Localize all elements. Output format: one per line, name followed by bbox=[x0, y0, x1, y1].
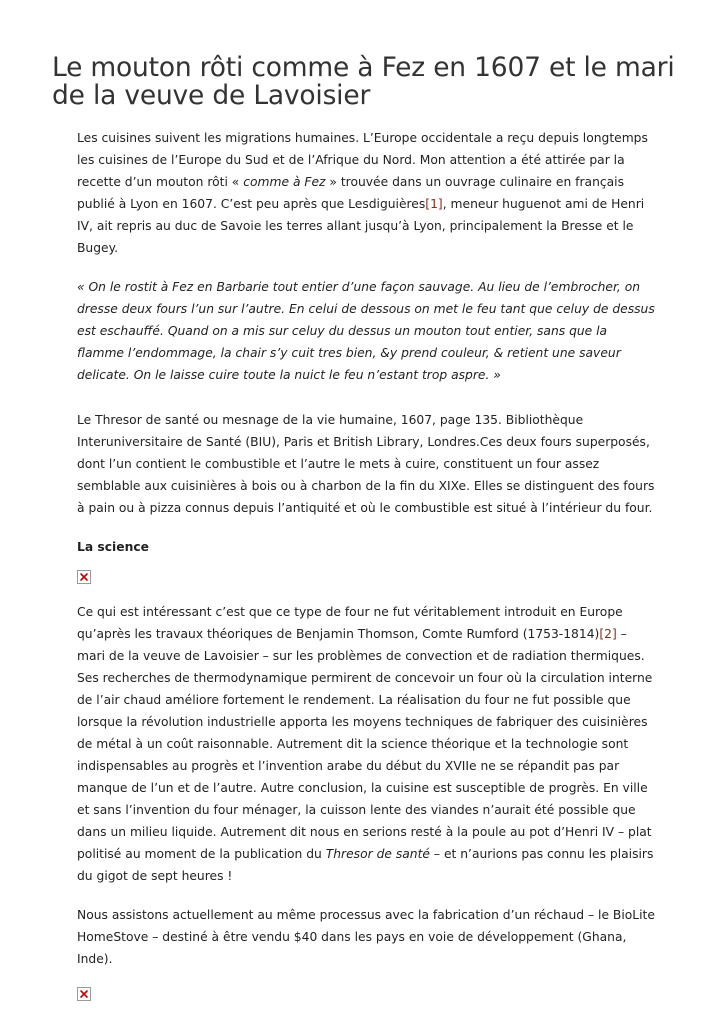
footnote-link-1[interactable]: [1] bbox=[425, 197, 443, 211]
intro-text-3: , meneur huguenot ami de Henri IV, ait repris au duc de Savoie les terres allant jusqu’à Lyon, principalement la Bresse et le Bugey. bbox=[77, 197, 645, 255]
article-body bbox=[77, 127, 657, 1018]
quote-text: « On le rostit à Fez en Barbarie tout entier d’une façon sauvage. Au lieu de l’embrocher, on dresse deux fours l’un sur l’autre. En celui de dessous on met le feu tant que celuy de dessus est eschauffé. Quand on a mis sur celuy du dessus un mouton tout entier, sans que la flamme l’endommage, la chair s’y cuit tres bien, &y prend couleur, & retient une saveur delicate. On le laisse cuire toute la nuict le feu n’estant trop aspre. » bbox=[77, 280, 655, 382]
footnote-link-2[interactable]: [2] bbox=[599, 627, 617, 641]
science-italic-text: Thresor de santé bbox=[325, 847, 430, 861]
quote-paragraph bbox=[77, 276, 657, 386]
biolite-paragraph: Nous assistons actuellement au même processus avec la fabrication d’un réchaud – le BioLite HomeStove – destiné à être vendu $40 dans les pays en voie de développement (Ghana, Inde). bbox=[77, 908, 655, 966]
broken-image-icon bbox=[77, 570, 91, 584]
science-text-3: – et n’aurions pas connu les plaisirs du gigot de sept heures ! bbox=[77, 847, 654, 883]
intro-text-2: » trouvée dans un ouvrage culinaire en français publié à Lyon en 1607. C’est peu après que Lesdiguières bbox=[77, 175, 625, 211]
science-text-2: – mari de la veuve de Lavoisier – sur les problèmes de convection et de radiation thermiques. Ses recherches de thermodynamique permirent de concevoir un four où la circulation interne de l’air chaud améliore fortement le rendement. La réalisation du four ne fut possible que lorsque la révolution industrielle apporta les moyens techniques de fabriquer des cuisinières de métal à un coût raisonnable. Autrement dit la science théorique et la technologie sont indispensables au progrès et l’invention arabe du début du XVIIe ne se répandit pas par manque de l’un et de l’autre. Autre conclusion, la cuisine est susceptible de progrès. En ville et sans l’invention du four ménager, la cuisson lente des viandes n’aurait été possible que dans un milieu liquide. Autrement dit nous en serions resté à la poule au pot d’Henri IV – plat politisé au moment de la publication du bbox=[77, 627, 653, 861]
broken-image-icon bbox=[77, 987, 91, 1001]
page-title: Le mouton rôti comme à Fez en 1607 et le mari de la veuve de Lavoisier bbox=[52, 52, 675, 111]
intro-text-1: Les cuisines suivent les migrations humaines. L’Europe occidentale a reçu depuis longtemps les cuisines de l’Europe du Sud et de l’Afrique du Nord. Mon attention a été attirée par la recette d’un mouton rôti « bbox=[77, 131, 648, 189]
section-heading: La science bbox=[77, 540, 149, 554]
intro-italic-text: comme à Fez bbox=[243, 175, 326, 189]
intro-paragraph bbox=[77, 127, 657, 259]
science-text-1: Ce qui est intéressant c’est que ce type de four ne fut véritablement introduit en Europe qu’après les travaux théoriques de Benjamin Thomson, Comte Rumford (1753-1814) bbox=[77, 605, 623, 641]
source-paragraph: Le Thresor de santé ou mesnage de la vie humaine, 1607, page 135. Bibliothèque Interuniversitaire de Santé (BIU), Paris et British Library, Londres.Ces deux fours superposés, dont l’un contient le combustible et l’autre le mets à cuire, constituent un four assez semblable aux cuisinières à bois ou à charbon de la fin du XIXe. Elles se distinguent des fours à pain ou à pizza connus depuis l’antiquité et où le combustible est situé à l’intérieur du four. bbox=[77, 413, 655, 515]
science-paragraph bbox=[77, 601, 657, 887]
